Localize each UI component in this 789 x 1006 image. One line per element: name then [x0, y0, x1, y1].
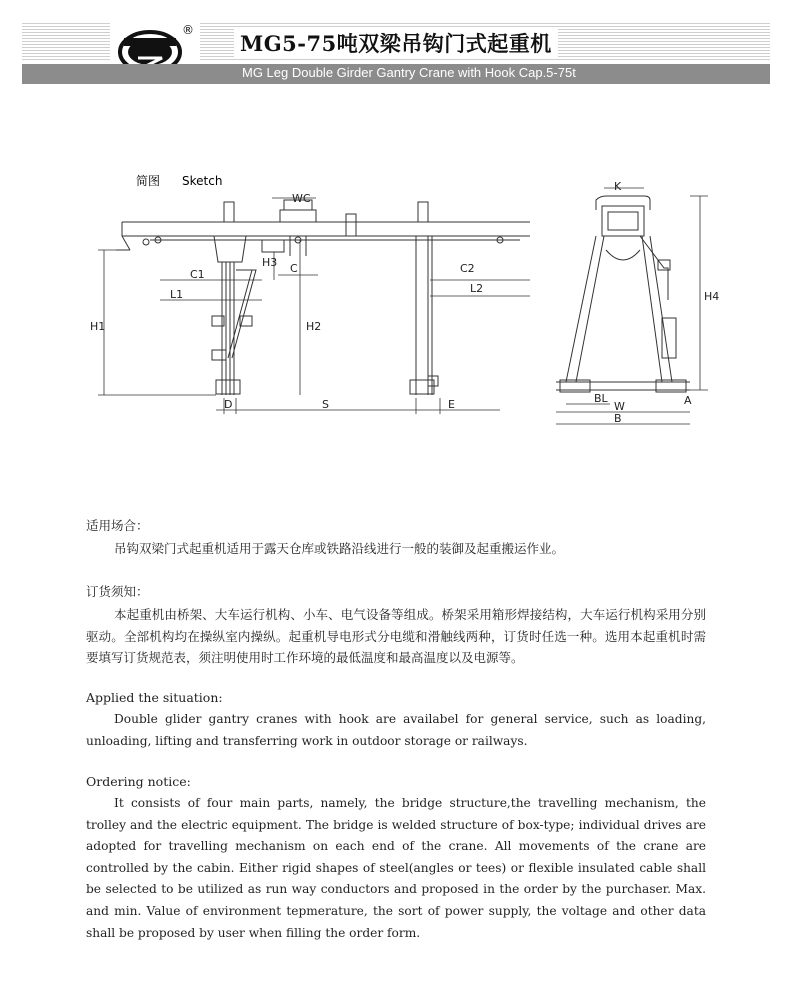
- section-ordering-cn: [86, 582, 706, 669]
- front-view-dimensions: [98, 198, 530, 414]
- sketch-label-en: Sketch: [182, 174, 223, 188]
- page-title-cn: MG5-75吨双梁吊钩门式起重机: [234, 28, 558, 58]
- section-ordering-en: [86, 774, 706, 944]
- dim-c: C: [290, 262, 298, 275]
- section-applicable-cn: [86, 516, 706, 560]
- dim-wc: WC: [292, 192, 311, 205]
- heading-applicable-en: Applied the situation:: [86, 690, 223, 705]
- dim-d: D: [224, 398, 233, 411]
- svg-text:®: ®: [182, 23, 194, 37]
- dim-a: A: [684, 394, 692, 407]
- dim-h2: H2: [306, 320, 322, 333]
- dim-c2: C2: [460, 262, 475, 275]
- text-applicable-cn: 吊钩双梁门式起重机适用于露天仓库或铁路沿线进行一般的装御及起重搬运作业。: [114, 541, 565, 556]
- dim-c1: C1: [190, 268, 205, 281]
- sketch-label-cn: 简图: [136, 174, 161, 188]
- dim-h3: H3: [262, 256, 278, 269]
- dim-l2: L2: [470, 282, 484, 295]
- heading-ordering-en: Ordering notice:: [86, 774, 191, 789]
- text-applicable-en: Double glider gantry cranes with hook are availabel for general service, such as loading, unloading, lifting and transferring work in outdoor storage or railways.: [86, 712, 706, 748]
- page-title-en: MG Leg Double Girder Gantry Crane with Hook Cap.5-75t: [242, 65, 576, 80]
- heading-applicable-cn: 适用场合：: [86, 518, 149, 533]
- dim-h4: H4: [704, 290, 720, 303]
- text-ordering-en: It consists of four main parts, namely, the bridge structure,the travelling mechanism, the trolley and the electric equipment. The bridge is welded structure of box-type; individual drives are adopted for travelling mechanism on each end of the crane. All movements of the crane are controlled by the cabin. Either rigid shapes of steel(angles or tees) or flexible insulated cable shall be selected to be utilized as run way conductors and proposed in the order by the purchaser. Max. and min. Value of environment tepmerature, the sort of power supply, the voltage and other data shall be proposed by user when filling the order form.: [86, 796, 706, 940]
- dim-h1: H1: [90, 320, 106, 333]
- crane-sketch-drawing: [0, 0, 789, 500]
- dim-bl: BL: [594, 392, 608, 405]
- side-view-dimensions: [556, 188, 708, 424]
- heading-ordering-cn: 订货须知：: [86, 584, 149, 599]
- dim-w: W: [614, 400, 625, 413]
- dim-k: K: [614, 180, 622, 193]
- dim-b: B: [614, 412, 622, 425]
- text-ordering-cn: 本起重机由桥架、大车运行机构、小车、电气设备等组成。桥架采用箱形焊接结构，大车运行机构采用分别驱动。全部机构均在操纵室内操纵。起重机导电形式分电缆和滑触线两种，订货时任选一种。选用本起重机时需要填写订货规范表，须注明使用时工作环境的最低温度和最高温度以及电源等。: [86, 607, 706, 665]
- side-view: [556, 196, 690, 392]
- dim-s: S: [322, 398, 329, 411]
- dim-l1: L1: [170, 288, 184, 301]
- section-applicable-en: [86, 690, 706, 752]
- dim-e: E: [448, 398, 455, 411]
